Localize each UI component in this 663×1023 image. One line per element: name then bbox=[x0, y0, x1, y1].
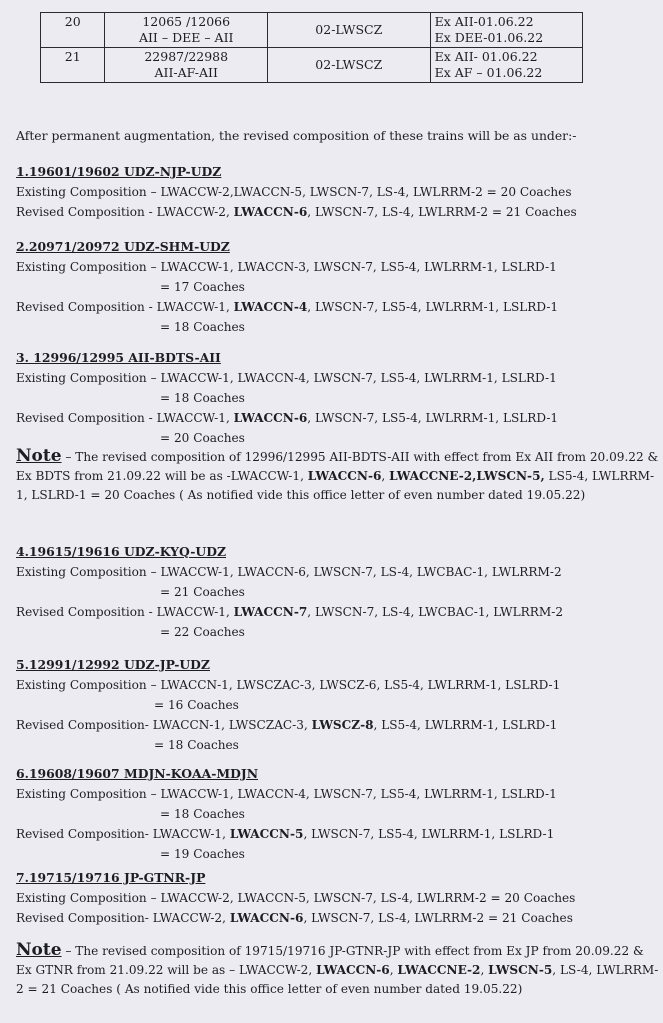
revised-total: = 19 Coaches bbox=[160, 847, 245, 861]
train-route: AII-AF-AII bbox=[154, 65, 218, 80]
existing-composition: Existing Composition – LWACCW-1, LWACCN-4, LWSCN-7, LS5-4, LWLRRM-1, LSLRD-1 bbox=[16, 787, 557, 801]
existing-total: = 18 Coaches bbox=[160, 807, 245, 821]
train-number: 22987/22988 bbox=[144, 49, 229, 64]
section-heading: 7.19715/19716 JP-GTNR-JP bbox=[16, 870, 206, 885]
table-row bbox=[41, 48, 583, 83]
existing-total: = 18 Coaches bbox=[160, 391, 245, 405]
section-heading: 4.19615/19616 UDZ-KYQ-UDZ bbox=[16, 544, 226, 559]
revised-total: = 22 Coaches bbox=[160, 625, 245, 639]
date-line: Ex AII-01.06.22 bbox=[434, 14, 534, 29]
train-route: AII – DEE – AII bbox=[138, 30, 234, 45]
date-cell bbox=[430, 13, 582, 48]
train-cell bbox=[105, 48, 268, 83]
existing-composition: Existing Composition – LWACCW-1, LWACCN-4, LWSCN-7, LS5-4, LWLRRM-1, LSLRD-1 bbox=[16, 371, 557, 385]
section-heading: 6.19608/19607 MDJN-KOAA-MDJN bbox=[16, 766, 259, 781]
link-cell: 02-LWSCZ bbox=[268, 48, 431, 83]
section-heading: 1.19601/19602 UDZ-NJP-UDZ bbox=[16, 164, 222, 179]
revised-total: = 20 Coaches bbox=[160, 431, 245, 445]
section-6 bbox=[16, 764, 661, 864]
revised-composition: Revised Composition- LWACCW-1, LWACCN-5, LWSCN-7, LS5-4, LWLRRM-1, LSLRD-1 bbox=[16, 827, 555, 841]
serial-number: 21 bbox=[41, 48, 105, 83]
serial-number: 20 bbox=[41, 13, 105, 48]
section-7 bbox=[16, 868, 661, 928]
revised-composition: Revised Composition - LWACCW-2, LWACCN-6, LWSCN-7, LS-4, LWLRRM-2 = 21 Coaches bbox=[16, 205, 577, 219]
revised-composition: Revised Composition- LWACCN-1, LWSCZAC-3, LWSCZ-8, LS5-4, LWLRRM-1, LSLRD-1 bbox=[16, 718, 558, 732]
existing-total: = 16 Coaches bbox=[154, 698, 239, 712]
existing-composition: Existing Composition – LWACCW-1, LWACCN-3, LWSCN-7, LS5-4, LWLRRM-1, LSLRD-1 bbox=[16, 260, 557, 274]
note-label: Note bbox=[16, 940, 62, 960]
existing-composition: Existing Composition – LWACCN-1, LWSCZAC-3, LWSCZ-6, LS5-4, LWLRRM-1, LSLRD-1 bbox=[16, 678, 561, 692]
note-label: Note bbox=[16, 446, 62, 466]
note-1: Note – The revised composition of 12996/12995 AII-BDTS-AII with effect from Ex AII from 20.09.22 & Ex BDTS from 21.09.22 will be as -LWACCW-1, LWACCN-6, LWACCNE-2,LWSCN-5, LS5-4, LWLRRM-1, LSLRD-1 = 20 Coaches ( As notified vide this office letter of even number dated 19.05.22) bbox=[16, 446, 659, 502]
date-line: Ex DEE-01.06.22 bbox=[434, 30, 544, 45]
revised-composition: Revised Composition - LWACCW-1, LWACCN-7, LWSCN-7, LS-4, LWCBAC-1, LWLRRM-2 bbox=[16, 605, 564, 619]
existing-composition: Existing Composition – LWACCW-2,LWACCN-5, LWSCN-7, LS-4, LWLRRM-2 = 20 Coaches bbox=[16, 185, 572, 199]
augmentation-table bbox=[40, 12, 583, 83]
section-1 bbox=[16, 162, 661, 222]
intro-text: After permanent augmentation, the revised composition of these trains will be as under:- bbox=[16, 128, 577, 143]
revised-composition: Revised Composition- LWACCW-2, LWACCN-6, LWSCN-7, LS-4, LWLRRM-2 = 21 Coaches bbox=[16, 911, 573, 925]
revised-total: = 18 Coaches bbox=[154, 738, 239, 752]
train-number: 12065 /12066 bbox=[142, 14, 231, 29]
existing-composition: Existing Composition – LWACCW-1, LWACCN-6, LWSCN-7, LS-4, LWCBAC-1, LWLRRM-2 bbox=[16, 565, 562, 579]
section-2 bbox=[16, 237, 661, 337]
note-2: Note – The revised composition of 19715/19716 JP-GTNR-JP with effect from Ex JP from 20.09.22 & Ex GTNR from 21.09.22 will be as – LWACCW-2, LWACCN-6, LWACCNE-2, LWSCN-5, LS-4, LWLRRM-2 = 21 Coaches ( As notified vide this office letter of even number dated 19.05.22) bbox=[16, 940, 659, 996]
link-cell: 02-LWSCZ bbox=[268, 13, 431, 48]
table-row bbox=[41, 13, 583, 48]
section-heading: 2.20971/20972 UDZ-SHM-UDZ bbox=[16, 239, 230, 254]
section-4 bbox=[16, 542, 661, 642]
revised-total: = 18 Coaches bbox=[160, 320, 245, 334]
date-line: Ex AF – 01.06.22 bbox=[434, 65, 543, 80]
section-heading: 3. 12996/12995 AII-BDTS-AII bbox=[16, 350, 221, 365]
existing-total: = 21 Coaches bbox=[160, 585, 245, 599]
existing-total: = 17 Coaches bbox=[160, 280, 245, 294]
revised-composition: Revised Composition - LWACCW-1, LWACCN-6, LWSCN-7, LS5-4, LWLRRM-1, LSLRD-1 bbox=[16, 411, 559, 425]
revised-composition: Revised Composition - LWACCW-1, LWACCN-4, LWSCN-7, LS5-4, LWLRRM-1, LSLRD-1 bbox=[16, 300, 559, 314]
date-line: Ex AII- 01.06.22 bbox=[434, 49, 538, 64]
section-3 bbox=[16, 348, 661, 448]
date-cell bbox=[430, 48, 582, 83]
section-heading: 5.12991/12992 UDZ-JP-UDZ bbox=[16, 657, 210, 672]
train-cell bbox=[105, 13, 268, 48]
existing-composition: Existing Composition – LWACCW-2, LWACCN-5, LWSCN-7, LS-4, LWLRRM-2 = 20 Coaches bbox=[16, 891, 576, 905]
section-5 bbox=[16, 655, 661, 755]
